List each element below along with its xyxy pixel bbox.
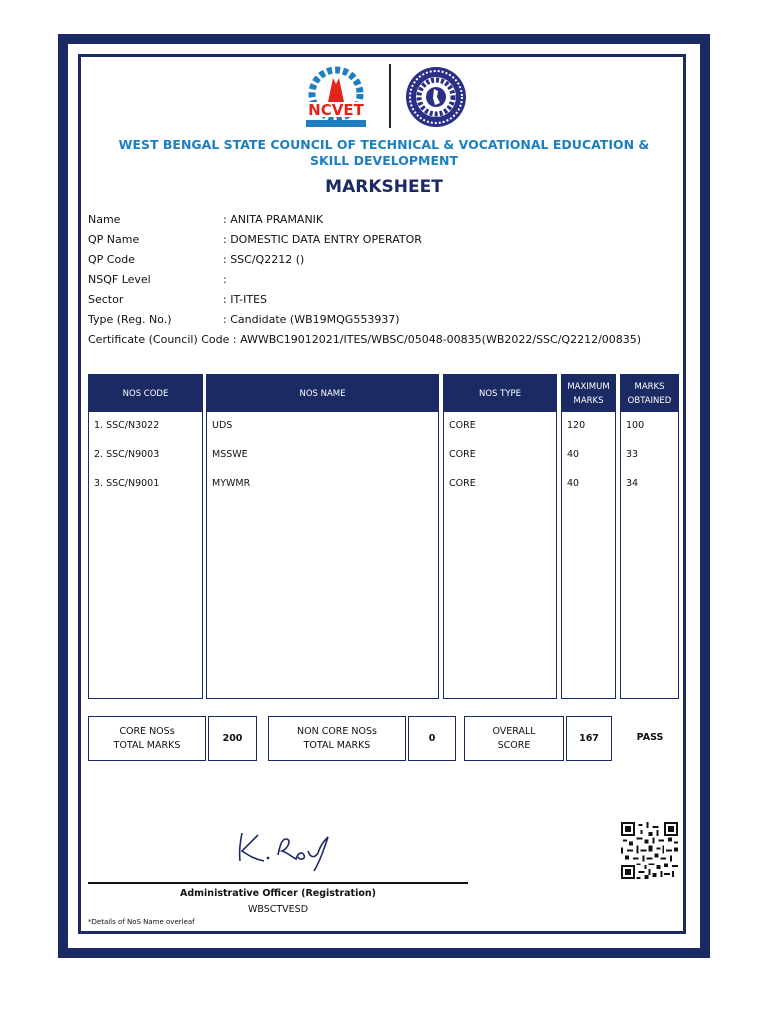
ncvet-logo-text: NCVET <box>308 101 364 119</box>
max-marks-header-line1: MAXIMUM <box>567 381 610 392</box>
overall-score-value: 167 <box>566 716 612 761</box>
non-core-total-value: 0 <box>408 716 456 761</box>
ncvet-logo <box>300 64 372 130</box>
nos-type-cell: CORE <box>449 478 476 489</box>
info-value: : AWWBC19012021/ITES/WBSC/05048-00835(WB2022/SSC/Q2212/00835) <box>232 333 642 346</box>
nos-name-header: NOS NAME <box>207 375 438 412</box>
logo-separator <box>389 64 391 128</box>
info-label: NSQF Level <box>88 273 151 286</box>
footnote: *Details of NoS Name overleaf <box>88 918 195 926</box>
overall-score-label-box <box>464 716 564 761</box>
info-label: Certificate (Council) Code <box>88 333 230 346</box>
info-label: Sector <box>88 293 124 306</box>
non-core-total-label: TOTAL MARKS <box>303 739 371 751</box>
nos-code-cell: 3. SSC/N9001 <box>94 478 160 489</box>
nos-type-header: NOS TYPE <box>444 375 556 412</box>
signature <box>230 825 340 875</box>
signature-line <box>88 882 468 884</box>
info-label: Type (Reg. No.) <box>88 313 172 326</box>
info-value: : SSC/Q2212 () <box>223 253 305 266</box>
max-marks-header <box>562 375 615 412</box>
info-label: QP Name <box>88 233 140 246</box>
max-marks-cell: 40 <box>567 478 580 489</box>
marks-obtained-header-line1: MARKS <box>634 381 665 392</box>
marks-obtained-header <box>621 375 678 412</box>
core-nos-label: CORE NOSs <box>119 725 175 737</box>
nos-code-header: NOS CODE <box>89 375 202 412</box>
officer-title: Administrative Officer (Registration) <box>180 888 376 899</box>
info-value: : Candidate (WB19MQG553937) <box>223 313 400 326</box>
info-label: Name <box>88 213 121 226</box>
nos-name-cell: UDS <box>212 420 233 431</box>
nos-code-cell: 2. SSC/N9003 <box>94 449 160 460</box>
nos-type-cell: CORE <box>449 420 476 431</box>
nos-name-cell: MSSWE <box>212 449 248 460</box>
info-row-certificate-code <box>88 333 641 346</box>
nos-name-cell: MYWMR <box>212 478 251 489</box>
max-marks-cell: 120 <box>567 420 586 431</box>
nos-type-cell: CORE <box>449 449 476 460</box>
marks-obtained-cell: 34 <box>626 478 639 489</box>
core-nos-label-box <box>88 716 206 761</box>
score-label: SCORE <box>497 739 531 751</box>
max-marks-cell: 40 <box>567 449 580 460</box>
non-core-nos-label-box <box>268 716 406 761</box>
document-title: MARKSHEET <box>325 177 443 197</box>
non-core-nos-label: NON CORE NOSs <box>296 725 377 737</box>
result-status: PASS <box>636 732 664 743</box>
info-value: : ANITA PRAMANIK <box>223 213 324 226</box>
qr-code <box>621 822 678 879</box>
overall-label: OVERALL <box>492 725 536 737</box>
marks-obtained-cell: 33 <box>626 449 639 460</box>
marks-obtained-column <box>620 374 679 699</box>
council-name: WEST BENGAL STATE COUNCIL OF TECHNICAL & VOCATIONAL EDUCATION & SKILL DEVELOPMENT <box>118 137 650 168</box>
nos-code-cell: 1. SSC/N3022 <box>94 420 160 431</box>
info-value: : <box>223 273 227 286</box>
west-bengal-council-seal <box>404 65 468 129</box>
info-value: : DOMESTIC DATA ENTRY OPERATOR <box>223 233 422 246</box>
core-total-value: 200 <box>208 716 257 761</box>
core-total-label: TOTAL MARKS <box>113 739 181 751</box>
marks-obtained-header-line2: OBTAINED <box>627 395 672 406</box>
nos-code-column <box>88 374 203 699</box>
organization-name: WBSCTVESD <box>247 904 309 915</box>
max-marks-header-line2: MARKS <box>573 395 604 406</box>
marks-obtained-cell: 100 <box>626 420 645 431</box>
nos-name-column <box>206 374 439 699</box>
info-value: : IT-ITES <box>223 293 268 306</box>
max-marks-column <box>561 374 616 699</box>
info-label: QP Code <box>88 253 135 266</box>
nos-type-column <box>443 374 557 699</box>
